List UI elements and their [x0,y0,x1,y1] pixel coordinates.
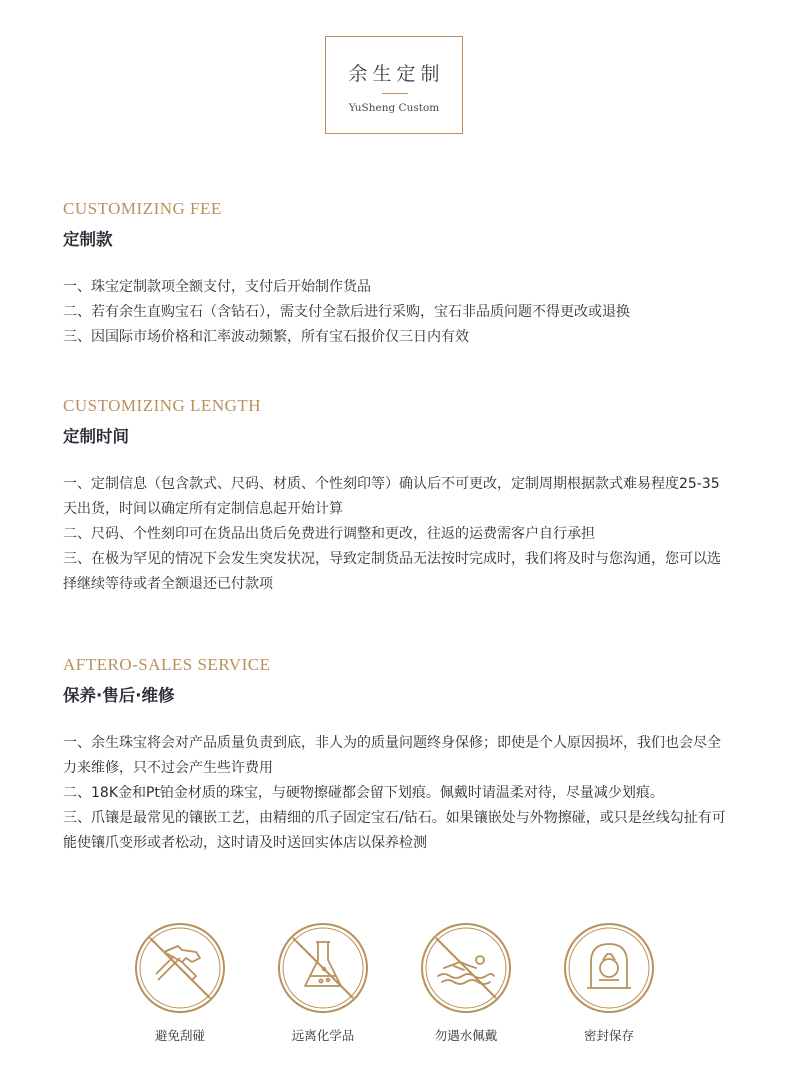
section-after-sales-service [63,655,733,856]
swimmer-prohibited-icon [420,922,512,1014]
list-item: 三、爪镶是最常见的镶嵌工艺，由精细的爪子固定宝石/钻石。如果镶嵌处与外物擦碰，或只是丝线勾扯有可能使镶爪变形或者松动，这时请及时送回实体店以保养检测 [63,810,726,851]
brand-name-cn: 余生定制 [348,63,445,85]
section-title-en: CUSTOMIZING FEE [63,199,222,218]
brand-logo [325,36,463,134]
list-item: 二、若有余生直购宝石（含钻石），需支付全款后进行采购，宝石非品质问题不得更改或退换 [63,304,630,320]
section-list [63,472,733,597]
logo-divider [382,93,408,94]
list-item: 二、尺码、个性刻印可在货品出货后免费进行调整和更改，往返的运费需客户自行承担 [63,526,595,542]
section-title-cn: 定制时间 [63,427,129,446]
care-icons-row [130,922,670,1052]
list-item: 二、18K金和Pt铂金材质的珠宝，与硬物擦碰都会留下划痕。佩戴时请温柔对待，尽量减少划痕。 [63,785,664,801]
care-label: 密封保存 [583,1028,634,1043]
list-item: 一、定制信息（包含款式、尺码、材质、个性刻印等）确认后不可更改，定制周期根据款式难易程度25-35天出货，时间以确定所有定制信息起开始计算 [63,476,720,517]
care-label: 远离化学品 [291,1028,355,1043]
care-label: 勿遇水佩戴 [434,1028,498,1043]
list-item: 一、余生珠宝将会对产品质量负责到底，非人为的质量问题终身保修；即使是个人原因损坏，我们也会尽全力来维修，只不过会产生些许费用 [63,735,721,776]
section-list [63,731,733,856]
care-item-avoid-scratch [130,922,230,1044]
sealed-box-icon [563,922,655,1014]
section-title-cn: 定制款 [63,230,113,249]
care-label: 避免刮碰 [154,1028,205,1043]
care-item-sealed-storage [559,922,659,1044]
section-title-cn: 保养·售后·维修 [63,686,175,705]
hammer-prohibited-icon [134,922,226,1014]
care-item-avoid-water [416,922,516,1044]
list-item: 三、在极为罕见的情况下会发生突发状况，导致定制货品无法按时完成时，我们将及时与您沟通，您可以选择继续等待或者全额退还已付款项 [63,551,721,592]
list-item: 一、珠宝定制款项全额支付，支付后开始制作货品 [63,279,371,295]
section-list [63,275,733,350]
section-customizing-fee [63,199,733,350]
list-item: 三、因国际市场价格和汇率波动频繁，所有宝石报价仅三日内有效 [63,329,469,345]
brand-name-en: YuSheng Custom [348,102,440,114]
care-item-avoid-chemicals [273,922,373,1044]
section-title-en: AFTERO-SALES SERVICE [63,655,271,674]
section-customizing-length [63,396,733,597]
flask-prohibited-icon [277,922,369,1014]
section-title-en: CUSTOMIZING LENGTH [63,396,262,415]
